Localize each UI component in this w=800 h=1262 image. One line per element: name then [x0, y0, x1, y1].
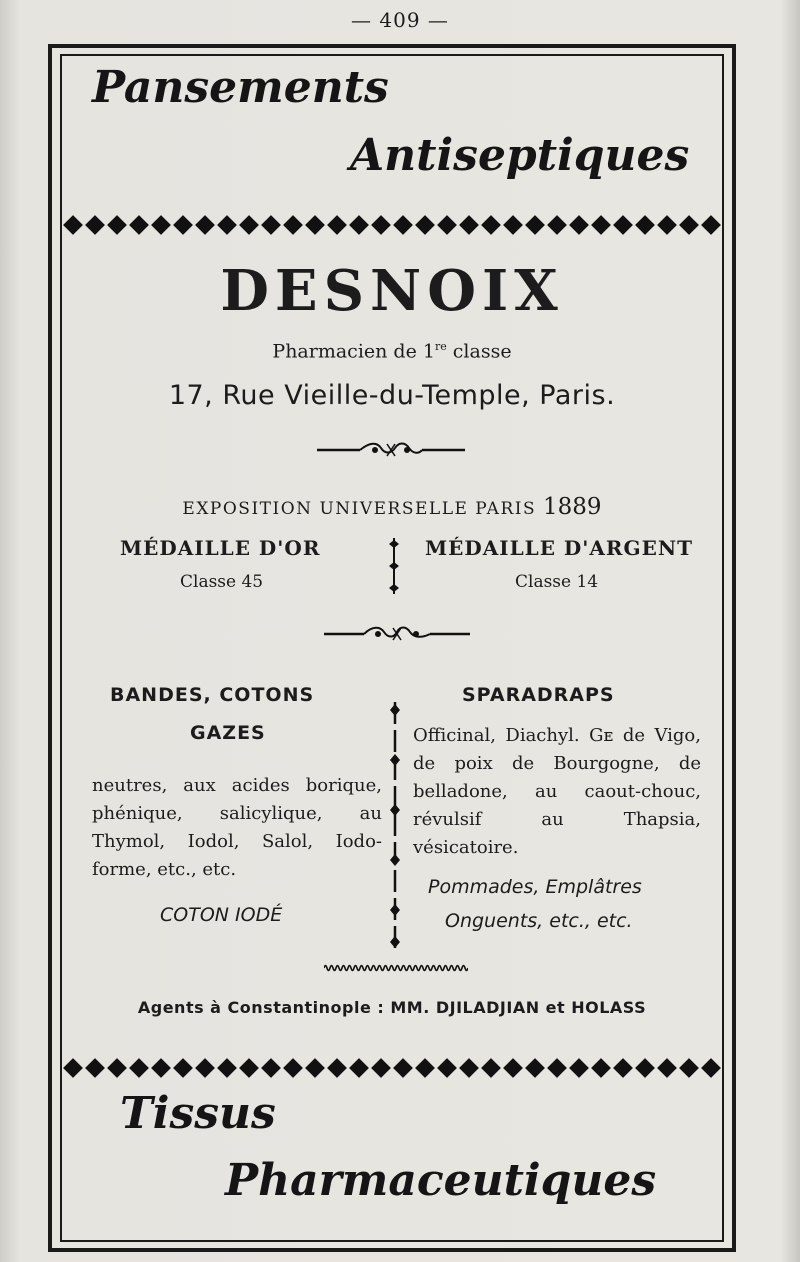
diamond-ornament — [349, 215, 369, 235]
diamond-ornament — [151, 1058, 171, 1078]
diamond-ornament — [195, 215, 215, 235]
agents-line: Agents à Constantinople : MM. DJILADJIAN et HOLASS — [137, 998, 647, 1017]
right-column-note-1: Pommades, Emplâtres — [428, 876, 642, 898]
diamond-ornament — [613, 215, 633, 235]
diamond-ornament — [415, 1058, 435, 1078]
diamond-ornament — [525, 1058, 545, 1078]
diamond-ornament — [129, 215, 149, 235]
diamond-ornament — [701, 215, 721, 235]
exposition-label: EXPOSITION UNIVERSELLE PARIS — [182, 499, 537, 519]
diamond-ornament — [591, 1058, 611, 1078]
diamond-ornament — [173, 215, 193, 235]
diamond-border-bottom — [66, 1058, 718, 1078]
medal-silver-classe: Classe 14 — [515, 572, 599, 592]
diamond-ornament — [195, 1058, 215, 1078]
brand-name: DESNOIX — [220, 258, 564, 324]
diamond-ornament — [459, 1058, 479, 1078]
left-column-text: neutres, aux acides borique, phénique, salicylique, au Thymol, Iodol, Salol, Iodo-forme, etc., etc. — [92, 775, 382, 880]
diamond-ornament — [283, 215, 303, 235]
wavy-rule — [324, 962, 468, 974]
pharmacist-title-sup: re — [434, 340, 447, 353]
title-pharmaceutiques: Pharmaceutiques — [225, 1155, 657, 1206]
diamond-ornament — [481, 1058, 501, 1078]
diamond-ornament — [63, 1058, 83, 1078]
diamond-ornament — [107, 215, 127, 235]
diamond-ornament — [481, 215, 501, 235]
diamond-ornament — [525, 215, 545, 235]
diamond-ornament — [129, 1058, 149, 1078]
diamond-border-top — [66, 215, 718, 235]
diamond-ornament — [679, 1058, 699, 1078]
diamond-ornament — [217, 1058, 237, 1078]
diamond-ornament — [151, 215, 171, 235]
diamond-ornament — [327, 1058, 347, 1078]
diamond-ornament — [591, 215, 611, 235]
diamond-ornament — [305, 215, 325, 235]
diamond-ornament — [371, 1058, 391, 1078]
exposition-year: 1889 — [543, 494, 602, 520]
diamond-ornament — [635, 215, 655, 235]
flourish-ornament-1 — [315, 440, 467, 460]
diamond-ornament — [327, 215, 347, 235]
title-pansements: Pansements — [92, 62, 389, 113]
diamond-ornament — [305, 1058, 325, 1078]
left-column-title-2: GAZES — [190, 722, 266, 744]
left-column-title-1: BANDES, COTONS — [110, 684, 315, 706]
diamond-ornament — [393, 215, 413, 235]
diamond-ornament — [349, 1058, 369, 1078]
diamond-ornament — [503, 1058, 523, 1078]
diamond-ornament — [173, 1058, 193, 1078]
page-number: — 409 — — [351, 8, 449, 32]
left-column-note: COTON IODÉ — [160, 904, 283, 926]
right-column-note-2: Onguents, etc., etc. — [445, 910, 633, 932]
title-antiseptiques: Antiseptiques — [350, 130, 690, 181]
title-tissus: Tissus — [120, 1088, 276, 1139]
address: 17, Rue Vieille-du-Temple, Paris. — [168, 380, 616, 411]
diamond-ornament — [393, 1058, 413, 1078]
diamond-ornament — [239, 215, 259, 235]
diamond-ornament — [547, 215, 567, 235]
diamond-ornament — [283, 1058, 303, 1078]
medal-divider-ornament — [386, 536, 402, 596]
diamond-ornament — [613, 1058, 633, 1078]
diamond-ornament — [569, 215, 589, 235]
pharmacist-title-prefix: Pharmacien de 1 — [272, 340, 435, 363]
pharmacist-title-suffix: classe — [446, 340, 512, 363]
diamond-ornament — [107, 1058, 127, 1078]
exposition-line — [60, 494, 724, 520]
diamond-ornament — [657, 1058, 677, 1078]
flourish-ornament-2 — [322, 624, 472, 644]
diamond-ornament — [85, 215, 105, 235]
diamond-ornament — [239, 1058, 259, 1078]
diamond-ornament — [217, 215, 237, 235]
diamond-ornament — [459, 215, 479, 235]
medal-gold-classe: Classe 45 — [180, 572, 264, 592]
diamond-ornament — [437, 215, 457, 235]
medal-gold: MÉDAILLE D'OR — [120, 536, 321, 560]
diamond-ornament — [657, 215, 677, 235]
diamond-ornament — [371, 215, 391, 235]
column-divider-ornament — [388, 700, 402, 952]
right-column-text: Officinal, Diachyl. Gᴇ de Vigo, de poix de Bourgogne, de belladone, au caout-chouc, révulsif au Thapsia, vésicatoire. — [413, 725, 701, 858]
diamond-ornament — [635, 1058, 655, 1078]
diamond-ornament — [547, 1058, 567, 1078]
diamond-ornament — [261, 215, 281, 235]
pharmacist-title — [60, 340, 724, 362]
diamond-ornament — [415, 215, 435, 235]
right-column-title: SPARADRAPS — [462, 684, 615, 706]
diamond-ornament — [503, 215, 523, 235]
diamond-ornament — [569, 1058, 589, 1078]
diamond-ornament — [701, 1058, 721, 1078]
diamond-ornament — [679, 215, 699, 235]
diamond-ornament — [261, 1058, 281, 1078]
diamond-ornament — [85, 1058, 105, 1078]
diamond-ornament — [63, 215, 83, 235]
medal-silver: MÉDAILLE D'ARGENT — [425, 536, 694, 560]
diamond-ornament — [437, 1058, 457, 1078]
